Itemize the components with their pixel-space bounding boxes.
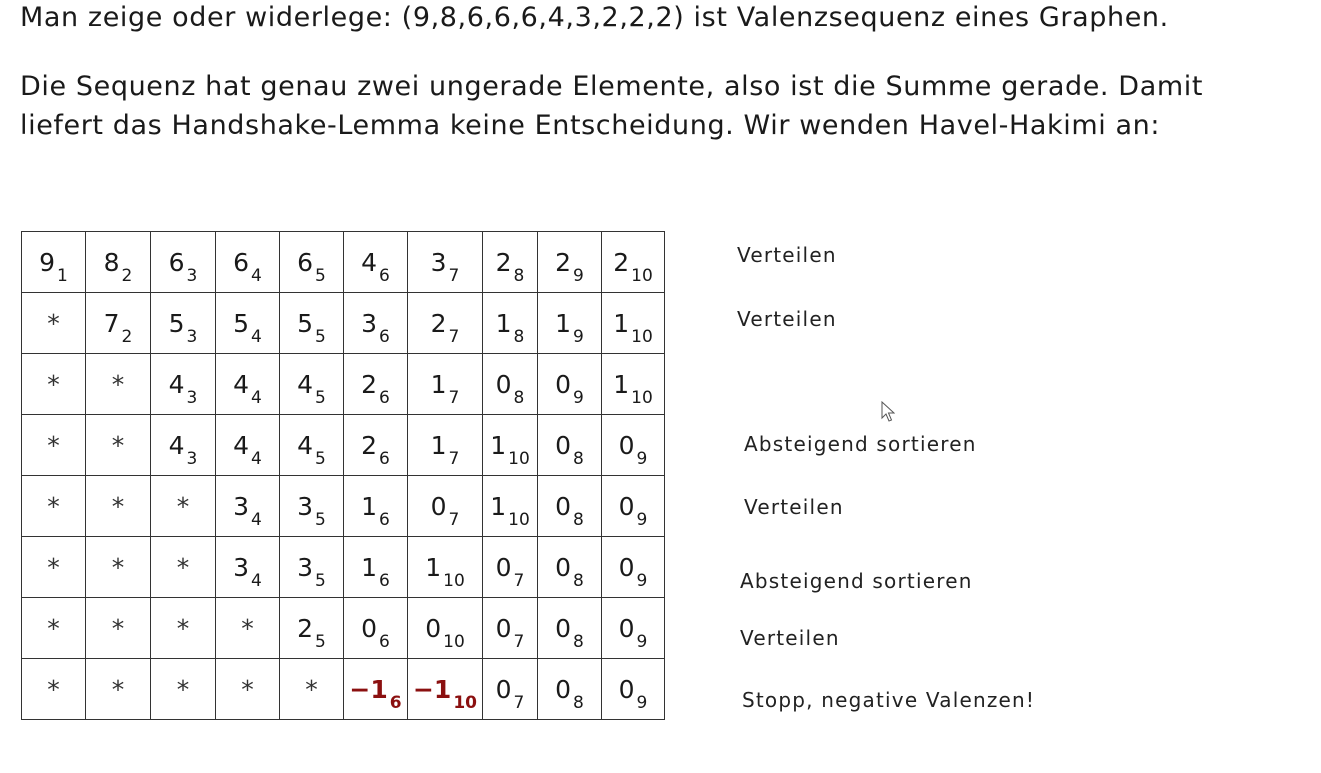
mouse-cursor-icon: [881, 401, 895, 423]
degree-value: 2: [495, 247, 512, 277]
table-cell: [408, 598, 483, 659]
table-cell: [280, 354, 344, 415]
degree-value: 2: [361, 430, 378, 460]
table-cell: [216, 598, 280, 659]
table-cell: [151, 659, 216, 720]
vertex-index: 5: [315, 387, 326, 408]
degree-value: −1: [349, 674, 388, 704]
vertex-index: 10: [443, 631, 465, 652]
table-cell: [602, 659, 665, 720]
removed-marker: *: [111, 491, 125, 521]
table-cell: [483, 293, 538, 354]
removed-marker: *: [47, 308, 60, 338]
table-cell: [216, 659, 280, 720]
vertex-index: 10: [631, 387, 653, 408]
degree-value: 4: [297, 369, 314, 399]
degree-value: 5: [297, 308, 314, 338]
table-cell: [344, 537, 408, 598]
table-cell: [344, 293, 408, 354]
removed-marker: *: [111, 552, 125, 582]
table-cell: [151, 537, 216, 598]
table-cell: [151, 415, 216, 476]
table-cell: [216, 476, 280, 537]
degree-value: 1: [425, 552, 442, 582]
table-cell: [483, 415, 538, 476]
removed-marker: *: [176, 674, 190, 704]
vertex-index: 8: [573, 631, 584, 652]
vertex-index: 6: [379, 509, 390, 530]
vertex-index: 4: [251, 509, 262, 530]
vertex-index: 9: [636, 570, 648, 591]
vertex-index: 7: [448, 265, 460, 286]
degree-value: 4: [361, 247, 378, 277]
table-row: [22, 232, 665, 293]
degree-value: 0: [495, 369, 512, 399]
vertex-index: 7: [513, 631, 525, 652]
degree-value: 4: [168, 369, 185, 399]
degree-value: 3: [297, 491, 314, 521]
removed-marker: *: [47, 491, 60, 521]
table-row: [22, 354, 665, 415]
table-row: [22, 415, 665, 476]
step-note-6: Absteigend sortieren: [740, 569, 973, 593]
vertex-index: 5: [315, 448, 326, 469]
table-cell: [483, 598, 538, 659]
step-note-2: Verteilen: [737, 307, 837, 331]
table-cell: [216, 354, 280, 415]
degree-value: 1: [555, 308, 572, 338]
vertex-index: 7: [513, 692, 525, 713]
degree-value: 3: [233, 552, 250, 582]
vertex-index: 3: [186, 326, 198, 347]
degree-value: 0: [555, 552, 572, 582]
removed-marker: *: [241, 674, 254, 704]
table-cell: [86, 232, 151, 293]
vertex-index: 4: [251, 326, 262, 347]
table-cell: [22, 659, 86, 720]
vertex-index: 9: [573, 326, 584, 347]
table-cell: [280, 415, 344, 476]
vertex-index: 10: [631, 326, 653, 347]
degree-value: 4: [233, 430, 250, 460]
table-row: [22, 293, 665, 354]
vertex-index: 10: [508, 509, 530, 530]
table-cell: [22, 476, 86, 537]
step-note-4: Absteigend sortieren: [744, 432, 977, 456]
vertex-index: 10: [508, 448, 530, 469]
vertex-index: 4: [251, 387, 262, 408]
table-cell: [280, 537, 344, 598]
degree-value: 0: [555, 369, 572, 399]
table-cell: [483, 659, 538, 720]
degree-value: 1: [430, 430, 447, 460]
removed-marker: *: [176, 613, 190, 643]
table-cell: [602, 476, 665, 537]
removed-marker: *: [111, 613, 125, 643]
table-row: [22, 598, 665, 659]
removed-marker: *: [176, 552, 190, 582]
degree-value: 4: [297, 430, 314, 460]
table-cell: [86, 354, 151, 415]
vertex-index: 10: [453, 692, 477, 713]
table-cell: [538, 232, 602, 293]
vertex-index: 4: [251, 265, 262, 286]
table-cell: [344, 659, 408, 720]
table-row: [22, 537, 665, 598]
table-cell: [216, 415, 280, 476]
table-cell: [538, 354, 602, 415]
table-cell: [280, 476, 344, 537]
table-cell: [538, 598, 602, 659]
degree-value: 3: [361, 308, 378, 338]
vertex-index: 9: [636, 692, 648, 713]
vertex-index: 6: [379, 570, 390, 591]
degree-value: 0: [495, 552, 512, 582]
vertex-index: 7: [448, 387, 460, 408]
removed-marker: *: [47, 674, 60, 704]
vertex-index: 6: [379, 448, 390, 469]
table-cell: [538, 293, 602, 354]
vertex-index: 9: [636, 448, 648, 469]
table-cell: [483, 354, 538, 415]
degree-value: 5: [168, 308, 185, 338]
table-cell: [602, 598, 665, 659]
degree-value: 3: [233, 491, 250, 521]
degree-value: 2: [361, 369, 378, 399]
vertex-index: 10: [443, 570, 465, 591]
degree-value: 4: [168, 430, 185, 460]
degree-value: 1: [490, 430, 507, 460]
degree-value: 1: [361, 552, 378, 582]
table-cell: [216, 232, 280, 293]
vertex-index: 5: [315, 631, 326, 652]
table-cell: [151, 232, 216, 293]
removed-marker: *: [47, 369, 60, 399]
removed-marker: *: [47, 552, 60, 582]
vertex-index: 3: [186, 448, 198, 469]
table-cell: [151, 354, 216, 415]
degree-value: 7: [103, 308, 120, 338]
vertex-index: 6: [389, 692, 402, 713]
vertex-index: 8: [573, 509, 584, 530]
removed-marker: *: [176, 491, 190, 521]
degree-value: −1: [412, 674, 452, 704]
table-cell: [151, 293, 216, 354]
table-cell: [22, 415, 86, 476]
degree-value: 5: [233, 308, 250, 338]
table-cell: [408, 354, 483, 415]
degree-value: 0: [425, 613, 442, 643]
degree-value: 1: [361, 491, 378, 521]
degree-value: 0: [430, 491, 447, 521]
degree-value: 1: [430, 369, 447, 399]
vertex-index: 5: [315, 265, 326, 286]
degree-value: 0: [555, 491, 572, 521]
table-cell: [408, 537, 483, 598]
degree-value: 9: [39, 247, 56, 277]
degree-value: 0: [618, 674, 635, 704]
step-note-7: Verteilen: [740, 626, 840, 650]
table-cell: [151, 476, 216, 537]
table-cell: [602, 415, 665, 476]
vertex-index: 5: [315, 570, 326, 591]
vertex-index: 9: [573, 265, 584, 286]
removed-marker: *: [47, 430, 60, 460]
table-cell: [280, 232, 344, 293]
vertex-index: 8: [513, 326, 525, 347]
removed-marker: *: [241, 613, 254, 643]
table-cell: [344, 354, 408, 415]
degree-value: 3: [297, 552, 314, 582]
table-cell: [538, 537, 602, 598]
vertex-index: 6: [379, 265, 390, 286]
removed-marker: *: [305, 674, 318, 704]
table-cell: [86, 415, 151, 476]
table-cell: [538, 476, 602, 537]
removed-marker: *: [111, 369, 125, 399]
degree-value: 2: [297, 613, 314, 643]
table-cell: [86, 537, 151, 598]
vertex-index: 1: [57, 265, 68, 286]
table-cell: [344, 232, 408, 293]
table-cell: [216, 537, 280, 598]
degree-value: 0: [495, 674, 512, 704]
explanation-line-2: liefert das Handshake-Lemma keine Entscheidung. Wir wenden Havel-Hakimi an:: [20, 110, 1161, 141]
vertex-index: 5: [315, 509, 326, 530]
vertex-index: 5: [315, 326, 326, 347]
table-cell: [22, 232, 86, 293]
vertex-index: 8: [573, 692, 584, 713]
vertex-index: 7: [513, 570, 525, 591]
task-statement: Man zeige oder widerlege: (9,8,6,6,6,4,3,2,2,2) ist Valenzsequenz eines Graphen.: [20, 2, 1169, 33]
degree-value: 0: [555, 613, 572, 643]
table-cell: [280, 659, 344, 720]
vertex-index: 8: [513, 387, 525, 408]
vertex-index: 9: [636, 631, 648, 652]
vertex-index: 6: [379, 631, 390, 652]
table-cell: [483, 232, 538, 293]
table-cell: [22, 354, 86, 415]
table-cell: [538, 659, 602, 720]
table-cell: [483, 537, 538, 598]
removed-marker: *: [111, 430, 125, 460]
table-cell: [344, 415, 408, 476]
table-cell: [408, 232, 483, 293]
vertex-index: 6: [379, 326, 390, 347]
table-cell: [408, 415, 483, 476]
table-cell: [538, 415, 602, 476]
vertex-index: 8: [573, 448, 584, 469]
table-cell: [408, 476, 483, 537]
table-cell: [280, 598, 344, 659]
degree-value: 0: [618, 430, 635, 460]
vertex-index: 6: [379, 387, 390, 408]
degree-value: 6: [233, 247, 250, 277]
vertex-index: 9: [573, 387, 584, 408]
table-cell: [602, 293, 665, 354]
vertex-index: 7: [448, 448, 460, 469]
degree-value: 4: [233, 369, 250, 399]
step-note-1: Verteilen: [737, 243, 837, 267]
vertex-index: 10: [631, 265, 653, 286]
degree-value: 6: [297, 247, 314, 277]
table-cell: [483, 476, 538, 537]
havel-hakimi-table: [21, 231, 665, 720]
table-cell: [408, 293, 483, 354]
degree-value: 2: [430, 308, 447, 338]
table-cell: [86, 659, 151, 720]
degree-value: 1: [490, 491, 507, 521]
table-cell: [602, 537, 665, 598]
table-cell: [602, 354, 665, 415]
vertex-index: 8: [573, 570, 584, 591]
explanation-line-1: Die Sequenz hat genau zwei ungerade Elemente, also ist die Summe gerade. Damit: [20, 71, 1204, 102]
degree-value: 0: [618, 552, 635, 582]
step-note-8: Stopp, negative Valenzen!: [742, 688, 1036, 712]
degree-value: 2: [613, 247, 630, 277]
table-cell: [22, 537, 86, 598]
vertex-index: 2: [121, 326, 133, 347]
table-row: [22, 476, 665, 537]
table-cell: [86, 293, 151, 354]
vertex-index: 3: [186, 265, 198, 286]
degree-value: 0: [555, 430, 572, 460]
step-note-5: Verteilen: [744, 495, 844, 519]
table-cell: [280, 293, 344, 354]
vertex-index: 7: [448, 509, 460, 530]
degree-value: 1: [613, 308, 630, 338]
vertex-index: 8: [513, 265, 525, 286]
degree-value: 0: [555, 674, 572, 704]
degree-value: 1: [613, 369, 630, 399]
table-cell: [344, 598, 408, 659]
table-cell: [602, 232, 665, 293]
vertex-index: 2: [121, 265, 133, 286]
vertex-index: 3: [186, 387, 198, 408]
table-row: [22, 659, 665, 720]
degree-value: 0: [361, 613, 378, 643]
vertex-index: 4: [251, 448, 262, 469]
degree-value: 0: [618, 613, 635, 643]
table-cell: [216, 293, 280, 354]
table-cell: [344, 476, 408, 537]
table-cell: [22, 293, 86, 354]
removed-marker: *: [47, 613, 60, 643]
degree-value: 6: [168, 247, 185, 277]
table-cell: [86, 476, 151, 537]
table-cell: [151, 598, 216, 659]
degree-value: 1: [495, 308, 512, 338]
table-cell: [86, 598, 151, 659]
degree-value: 0: [495, 613, 512, 643]
vertex-index: 7: [448, 326, 460, 347]
removed-marker: *: [111, 674, 125, 704]
vertex-index: 4: [251, 570, 262, 591]
degree-value: 0: [618, 491, 635, 521]
vertex-index: 9: [636, 509, 648, 530]
degree-value: 3: [430, 247, 447, 277]
table-cell: [408, 659, 483, 720]
degree-value: 8: [103, 247, 120, 277]
degree-value: 2: [555, 247, 572, 277]
table-cell: [22, 598, 86, 659]
